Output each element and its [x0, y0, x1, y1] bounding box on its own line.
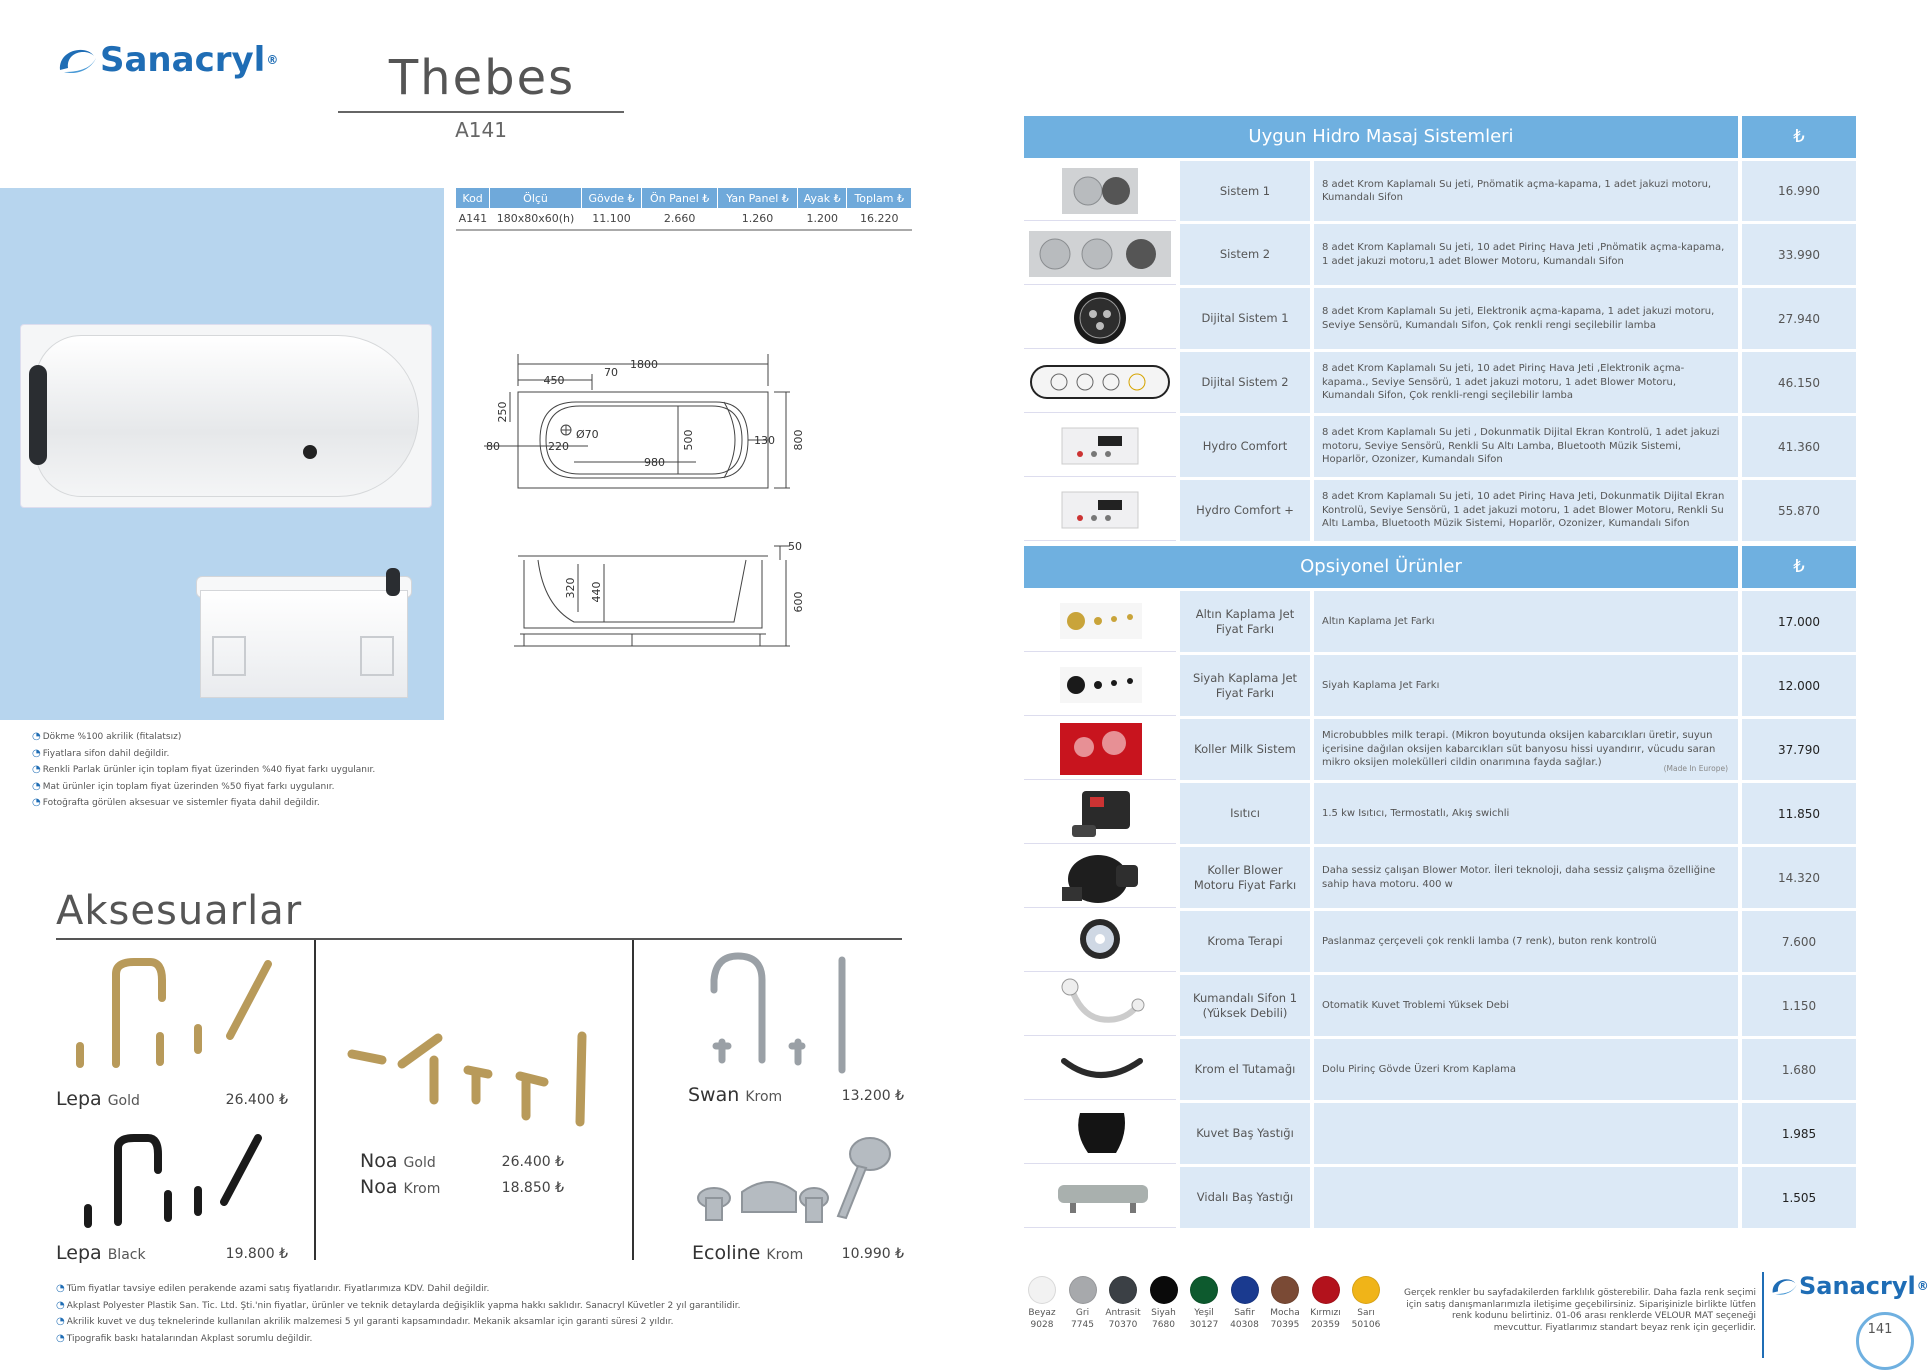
table-row: [1024, 655, 1856, 716]
accessory-finish: Gold: [403, 1155, 436, 1171]
dim-800: 800: [792, 429, 805, 451]
row-name: Altın Kaplama Jet Fiyat Farkı: [1180, 591, 1310, 652]
swatch-name: Mocha: [1270, 1308, 1300, 1318]
swatch-code: 50106: [1351, 1320, 1381, 1330]
row-name: Koller Milk Sistem: [1180, 719, 1310, 780]
accessory-price: 10.990 ₺: [841, 1246, 904, 1262]
pricing-notes: [56, 1281, 740, 1347]
color-swatch: [1346, 1276, 1386, 1331]
row-name: Dijital Sistem 2: [1180, 352, 1310, 413]
row-description: 8 adet Krom Kaplamalı Su jeti, 10 adet Pirinç Hava Jeti ,Elektronik açma-kapama., Seviye Sensörü, 1 adet jakuzi motoru, 1 adet Blower Motoru, Kumandalı Sifon, Çok renkli-rengi seçilebilir lamba: [1314, 352, 1738, 413]
row-price: 1.680: [1742, 1039, 1856, 1100]
color-swatch: [1306, 1276, 1346, 1331]
dim-320: 320: [564, 577, 577, 599]
color-swatch: [1144, 1276, 1184, 1331]
table-row: [1024, 911, 1856, 972]
blower-motor-icon: [1024, 847, 1176, 908]
dim-980: 980: [644, 456, 665, 469]
swatch-dot: [1312, 1276, 1340, 1304]
accessory-name: [360, 1176, 440, 1198]
lepa-black-faucet-image: [72, 1132, 272, 1232]
swatch-name: Safir: [1234, 1308, 1255, 1318]
table-row: [1024, 161, 1856, 221]
row-description: 8 adet Krom Kaplamalı Su jeti, 10 adet Pirinç Hava Jeti, Dokunmatik Dijital Ekran Kontrolü, Seviye Sensörü, 1 adet jakuzi motoru, 1 adet Blower Motoru, Renkli Su Altı Lamba, Bluetooth Müzik Sistemi, Hoparlör, Ozonizer, Kumandalı Sifon: [1314, 480, 1738, 541]
swatch-name: Siyah: [1151, 1308, 1176, 1318]
dim-440: 440: [590, 581, 603, 603]
accessory-price: 26.400 ₺: [225, 1092, 288, 1108]
spec-header-cell: Kod: [456, 188, 490, 208]
row-description: [1314, 1103, 1738, 1164]
swatch-name: Antrasit: [1105, 1308, 1141, 1318]
row-description: 8 adet Krom Kaplamalı Su jeti, Pnömatik açma-kapama, 1 adet jakuzi motoru, Kumandalı Sifon: [1314, 161, 1738, 221]
dim-50: 50: [788, 540, 802, 553]
row-price: 16.990: [1742, 161, 1856, 221]
row-name: Dijital Sistem 1: [1180, 288, 1310, 349]
optional-products-table: [1024, 546, 1856, 1228]
brand-bullet-icon: ◔: [56, 1332, 65, 1344]
dim-250: 250: [496, 401, 509, 423]
table-row: [1024, 288, 1856, 349]
row-price: 7.600: [1742, 911, 1856, 972]
spec-header-cell: Ölçü: [490, 188, 582, 208]
accessory-name: [56, 1088, 140, 1110]
chroma-light-icon: [1024, 911, 1176, 972]
note-item: ◔ Akplast Polyester Plastik San. Tic. Ltd. Şti.'nin fiyatlar, ürünler ve teknik detaylarda değişiklik yapma hakkı saklıdır. Sanacryl Küvetler 2 yıl garantilidir.: [56, 1298, 740, 1315]
table-row: [1024, 480, 1856, 541]
row-price: 1.985: [1742, 1103, 1856, 1164]
accessory-name: [56, 1242, 146, 1264]
gold-jets-icon: [1024, 591, 1176, 652]
swatch-dot: [1231, 1276, 1259, 1304]
row-name: Vidalı Baş Yastığı: [1180, 1167, 1310, 1228]
accessory-price: 19.800 ₺: [225, 1246, 288, 1262]
swatch-code: 70395: [1270, 1320, 1300, 1330]
bathtub-side-view-image: [200, 568, 408, 704]
screw-headrest-icon: [1024, 1167, 1176, 1228]
spec-table-header: [456, 188, 912, 208]
brand-bullet-icon: ◔: [32, 764, 41, 775]
accessory-finish: Black: [107, 1247, 146, 1263]
hydro-systems-table: [1024, 116, 1856, 541]
row-description: Daha sessiz çalışan Blower Motor. İleri teknoloji, daha sessiz çalışma özelliğine sahip hava motoru. 400 w: [1314, 847, 1738, 908]
note-item: ◔ Mat ürünler için toplam fiyat üzerinden %50 fiyat farkı uygulanır.: [32, 779, 375, 796]
color-swatch: [1063, 1276, 1103, 1331]
button-triple-icon: [1024, 224, 1176, 285]
swatch-code: 7745: [1071, 1320, 1094, 1330]
dim-600: 600: [792, 591, 805, 613]
note-item: ◔ Dökme %100 akrilik (fitalatsız): [32, 729, 375, 746]
swatch-dot: [1109, 1276, 1137, 1304]
noa-gold-faucet-image: [342, 1030, 598, 1130]
hydro-systems-title: Uygun Hidro Masaj Sistemleri: [1024, 116, 1738, 158]
accessory-finish: Gold: [107, 1093, 140, 1109]
row-description: 8 adet Krom Kaplamalı Su jeti, Elektronik açma-kapama, 1 adet jakuzi motoru, Seviye Sensörü, Kumandalı Sifon, Çok renkli rengi seçilebilir lamba: [1314, 288, 1738, 349]
accessories-divider: [314, 940, 316, 1260]
swatch-dot: [1150, 1276, 1178, 1304]
sanacryl-swoosh-icon: [56, 42, 98, 78]
accessory-name: [688, 1084, 782, 1106]
product-code: A141: [455, 118, 507, 142]
row-price: 46.150: [1742, 352, 1856, 413]
row-name: Kuvet Baş Yastığı: [1180, 1103, 1310, 1164]
row-price: 41.360: [1742, 416, 1856, 477]
sanacryl-logo-footer: [1770, 1272, 1929, 1300]
table-row: [1024, 1103, 1856, 1164]
note-item: ◔ Fiyatlara sifon dahil değildir.: [32, 746, 375, 763]
accessory-finish: Krom: [766, 1247, 804, 1263]
hydro-systems-header: [1024, 116, 1856, 158]
table-row: [1024, 847, 1856, 908]
sanacryl-swoosh-icon: [1770, 1274, 1798, 1298]
headrest-icon: [1024, 1103, 1176, 1164]
page-number-badge: [1856, 1312, 1914, 1370]
row-description: Microbubbles milk terapi. (Mikron boyutunda oksijen kabarcıkları üretir, suyun içerisine dağılan oksijen kabarcıkları süt banyosu hissi uyandırır, vücudu saran mikro oksijen molekülleri cildin onarımına fayda sağlar.) (Made In Europe): [1314, 719, 1738, 780]
brand-bullet-icon: ◔: [56, 1316, 65, 1327]
row-price: 12.000: [1742, 655, 1856, 716]
swatch-code: 70370: [1108, 1320, 1138, 1330]
table-row: [1024, 1167, 1856, 1228]
table-row: [1024, 719, 1856, 780]
swatch-dot: [1069, 1276, 1097, 1304]
dim-130: 130: [754, 434, 775, 447]
swatch-dot: [1271, 1276, 1299, 1304]
brand-name: Sanacryl: [100, 40, 266, 80]
row-description: 1.5 kw Isıtıcı, Termostatlı, Akış swichli: [1314, 783, 1738, 844]
spec-header-cell: Yan Panel ₺: [718, 188, 798, 208]
row-description: 8 adet Krom Kaplamalı Su jeti , Dokunmatik Dijital Ekran Kontrolü, 1 adet jakuzi motoru, Seviye Sensörü, Renkli Su Altı Lamba, Bluetooth Müzik Sistemi, Hoparlör, Ozonizer, Kumandalı Sifon: [1314, 416, 1738, 477]
accessory-price: 13.200 ₺: [841, 1088, 904, 1104]
oval-control-panel-icon: [1024, 352, 1176, 413]
accessories-divider: [632, 940, 634, 1260]
milk-system-icon: [1024, 719, 1176, 780]
lepa-gold-faucet-image: [62, 954, 278, 1082]
row-name: Krom el Tutamağı: [1180, 1039, 1310, 1100]
row-name: Sistem 1: [1180, 161, 1310, 221]
row-price: 27.940: [1742, 288, 1856, 349]
spec-value-cell: 11.100: [581, 208, 641, 230]
row-name: Koller Blower Motoru Fiyat Farkı: [1180, 847, 1310, 908]
swatch-dot: [1352, 1276, 1380, 1304]
row-price: 37.790: [1742, 719, 1856, 780]
brand-bullet-icon: ◔: [32, 747, 41, 759]
row-price: 55.870: [1742, 480, 1856, 541]
ecoline-chrome-faucet-image: [692, 1132, 896, 1232]
color-swatch: [1225, 1276, 1265, 1331]
accessory-model: Noa: [360, 1150, 398, 1172]
dim-80: 80: [486, 440, 500, 453]
color-swatch: [1265, 1276, 1305, 1331]
row-name: Hydro Comfort +: [1180, 480, 1310, 541]
swatch-code: 40308: [1230, 1320, 1259, 1330]
brand-bullet-icon: ◔: [32, 797, 41, 808]
brand-bullet-icon: ◔: [56, 1283, 65, 1294]
color-swatch: [1184, 1276, 1224, 1331]
note-item: ◔ Tipografik baskı hatalarından Akplast sorumlu değildir.: [56, 1331, 740, 1348]
row-name: Hydro Comfort: [1180, 416, 1310, 477]
row-name: Isıtıcı: [1180, 783, 1310, 844]
bathtub-top-view-image: [20, 324, 432, 508]
dim-diameter: Ø70: [576, 428, 599, 441]
spec-value-cell: 1.200: [797, 208, 847, 230]
row-description: Dolu Pirinç Gövde Üzeri Krom Kaplama: [1314, 1039, 1738, 1100]
row-description: Altın Kaplama Jet Farkı: [1314, 591, 1738, 652]
spec-table-row: [456, 208, 912, 230]
spec-value-cell: 2.660: [642, 208, 718, 230]
row-description: 8 adet Krom Kaplamalı Su jeti, 10 adet Pirinç Hava Jeti ,Pnömatik açma-kapama, 1 adet jakuzi motoru,1 adet Blower Motoru, Kumandalı Sifon: [1314, 224, 1738, 285]
spec-header-cell: Ayak ₺: [797, 188, 847, 208]
swatch-code: 30127: [1189, 1320, 1219, 1330]
brand-reg-mark: ®: [266, 53, 279, 67]
spec-header-cell: Toplam ₺: [847, 188, 912, 208]
product-title: Thebes: [388, 50, 576, 106]
spec-value-cell: 16.220: [847, 208, 912, 230]
accessory-model: Lepa: [56, 1242, 102, 1264]
brand-reg-mark-footer: ®: [1916, 1279, 1929, 1293]
page-number: 141: [1867, 1322, 1893, 1337]
touch-panel-icon: [1024, 416, 1176, 477]
spec-value-cell: 180x80x60(h): [490, 208, 582, 230]
accessory-price: 18.850 ₺: [501, 1180, 564, 1196]
table-row: [1024, 352, 1856, 413]
accessory-finish: Krom: [745, 1089, 783, 1105]
row-price: 1.505: [1742, 1167, 1856, 1228]
row-description: Siyah Kaplama Jet Farkı: [1314, 655, 1738, 716]
note-item: ◔ Renkli Parlak ürünler için toplam fiyat üzerinden %40 fiyat farkı uygulanır.: [32, 762, 375, 779]
optional-products-title: Opsiyonel Ürünler: [1024, 546, 1738, 588]
row-price: 14.320: [1742, 847, 1856, 908]
swatch-name: Sarı: [1357, 1308, 1375, 1318]
heater-icon: [1024, 783, 1176, 844]
row-price: 11.850: [1742, 783, 1856, 844]
made-in-note: (Made In Europe): [1663, 763, 1728, 773]
spec-value-cell: 1.260: [718, 208, 798, 230]
note-item: ◔ Tüm fiyatlar tavsiye edilen perakende azami satış fiyatlarıdır. Fiyatlarımıza KDV. Dahil değildir.: [56, 1281, 740, 1298]
sanacryl-logo: [56, 40, 278, 80]
row-price: 1.150: [1742, 975, 1856, 1036]
swatch-name: Beyaz: [1028, 1308, 1056, 1318]
row-name: Kumandalı Sifon 1 (Yüksek Debili): [1180, 975, 1310, 1036]
drain-siphon-icon: [1024, 975, 1176, 1036]
accessory-model: Lepa: [56, 1088, 102, 1110]
accessory-finish: Krom: [403, 1181, 441, 1197]
table-row: [1024, 1039, 1856, 1100]
title-rule: [338, 111, 624, 113]
color-disclaimer: Gerçek renkler bu sayfadakilerden farklılık gösterebilir. Daha fazla renk seçimi için satış danışmanlarımızla iletişime geçebilirsiniz. Siparişinizle birlikte lütfen renk kodunu belirtiniz. 01-06 arası renklerde VELOUR MAT seçeneği mevcuttur. Fiyatlarımız standart beyaz renk için geçerlidir.: [1404, 1288, 1757, 1333]
row-name: Siyah Kaplama Jet Fiyat Farkı: [1180, 655, 1310, 716]
table-row: [1024, 224, 1856, 285]
dim-70: 70: [604, 366, 618, 379]
swatch-name: Yeşil: [1194, 1308, 1214, 1318]
swatch-dot: [1028, 1276, 1056, 1304]
product-notes: [32, 729, 375, 812]
accessory-model: Noa: [360, 1176, 398, 1198]
hydro-currency-header: ₺: [1742, 116, 1856, 158]
brand-bullet-icon: ◔: [32, 731, 41, 742]
black-jets-icon: [1024, 655, 1176, 716]
spec-table: [456, 188, 912, 231]
brand-bullet-icon: ◔: [56, 1299, 65, 1311]
spec-header-cell: Ön Panel ₺: [642, 188, 718, 208]
dim-1800: 1800: [630, 358, 658, 371]
brand-bullet-icon: ◔: [32, 780, 41, 792]
accessories-rule: [56, 938, 902, 940]
swatch-dot: [1190, 1276, 1218, 1304]
footer-rule: [1762, 1272, 1764, 1358]
brand-name-footer: Sanacryl: [1799, 1272, 1916, 1300]
row-description: Otomatik Kuvet Troblemi Yüksek Debi: [1314, 975, 1738, 1036]
accessory-model: Ecoline: [692, 1242, 761, 1264]
table-row: [1024, 591, 1856, 652]
spec-value-cell: A141: [456, 208, 490, 230]
technical-drawing: [484, 346, 870, 662]
row-description: [1314, 1167, 1738, 1228]
touch-panel-icon: [1024, 480, 1176, 541]
swatch-name: Kırmızı: [1310, 1308, 1341, 1318]
dim-450: 450: [543, 374, 565, 387]
optional-products-header: [1024, 546, 1856, 588]
swatch-name: Gri: [1075, 1308, 1090, 1318]
color-swatch: [1103, 1276, 1143, 1331]
row-price: 17.000: [1742, 591, 1856, 652]
accessory-name: [692, 1242, 803, 1264]
accessories-title: Aksesuarlar: [56, 888, 303, 934]
accessory-model: Swan: [688, 1084, 740, 1106]
note-item: ◔ Fotoğrafta görülen aksesuar ve sistemler fiyata dahil değildir.: [32, 795, 375, 812]
spec-header-cell: Gövde ₺: [581, 188, 641, 208]
optional-currency-header: ₺: [1742, 546, 1856, 588]
row-description: Paslanmaz çerçeveli çok renkli lamba (7 renk), buton renk kontrolü: [1314, 911, 1738, 972]
row-name: Sistem 2: [1180, 224, 1310, 285]
swatch-code: 9028: [1030, 1320, 1054, 1330]
accessory-name: [360, 1150, 436, 1172]
swan-chrome-faucet-image: [692, 950, 864, 1078]
table-row: [1024, 975, 1856, 1036]
accessory-price: 26.400 ₺: [501, 1154, 564, 1170]
table-row: [1024, 416, 1856, 477]
color-swatch: [1022, 1276, 1062, 1331]
grab-handle-icon: [1024, 1039, 1176, 1100]
swatch-code: 7680: [1152, 1320, 1175, 1330]
dim-500: 500: [682, 429, 695, 451]
dim-220: 220: [548, 440, 569, 453]
swatch-code: 20359: [1311, 1320, 1340, 1330]
button-pair-icon: [1024, 161, 1176, 221]
table-row: [1024, 783, 1856, 844]
row-price: 33.990: [1742, 224, 1856, 285]
row-name: Kroma Terapi: [1180, 911, 1310, 972]
note-item: ◔ Akrilik kuvet ve duş teknelerinde kullanılan akrilik malzemesi 5 yıl garanti kapsamındadır. Mekanik aksamlar için garanti süresi 2 yıldır.: [56, 1314, 740, 1331]
round-control-panel-icon: [1024, 288, 1176, 349]
